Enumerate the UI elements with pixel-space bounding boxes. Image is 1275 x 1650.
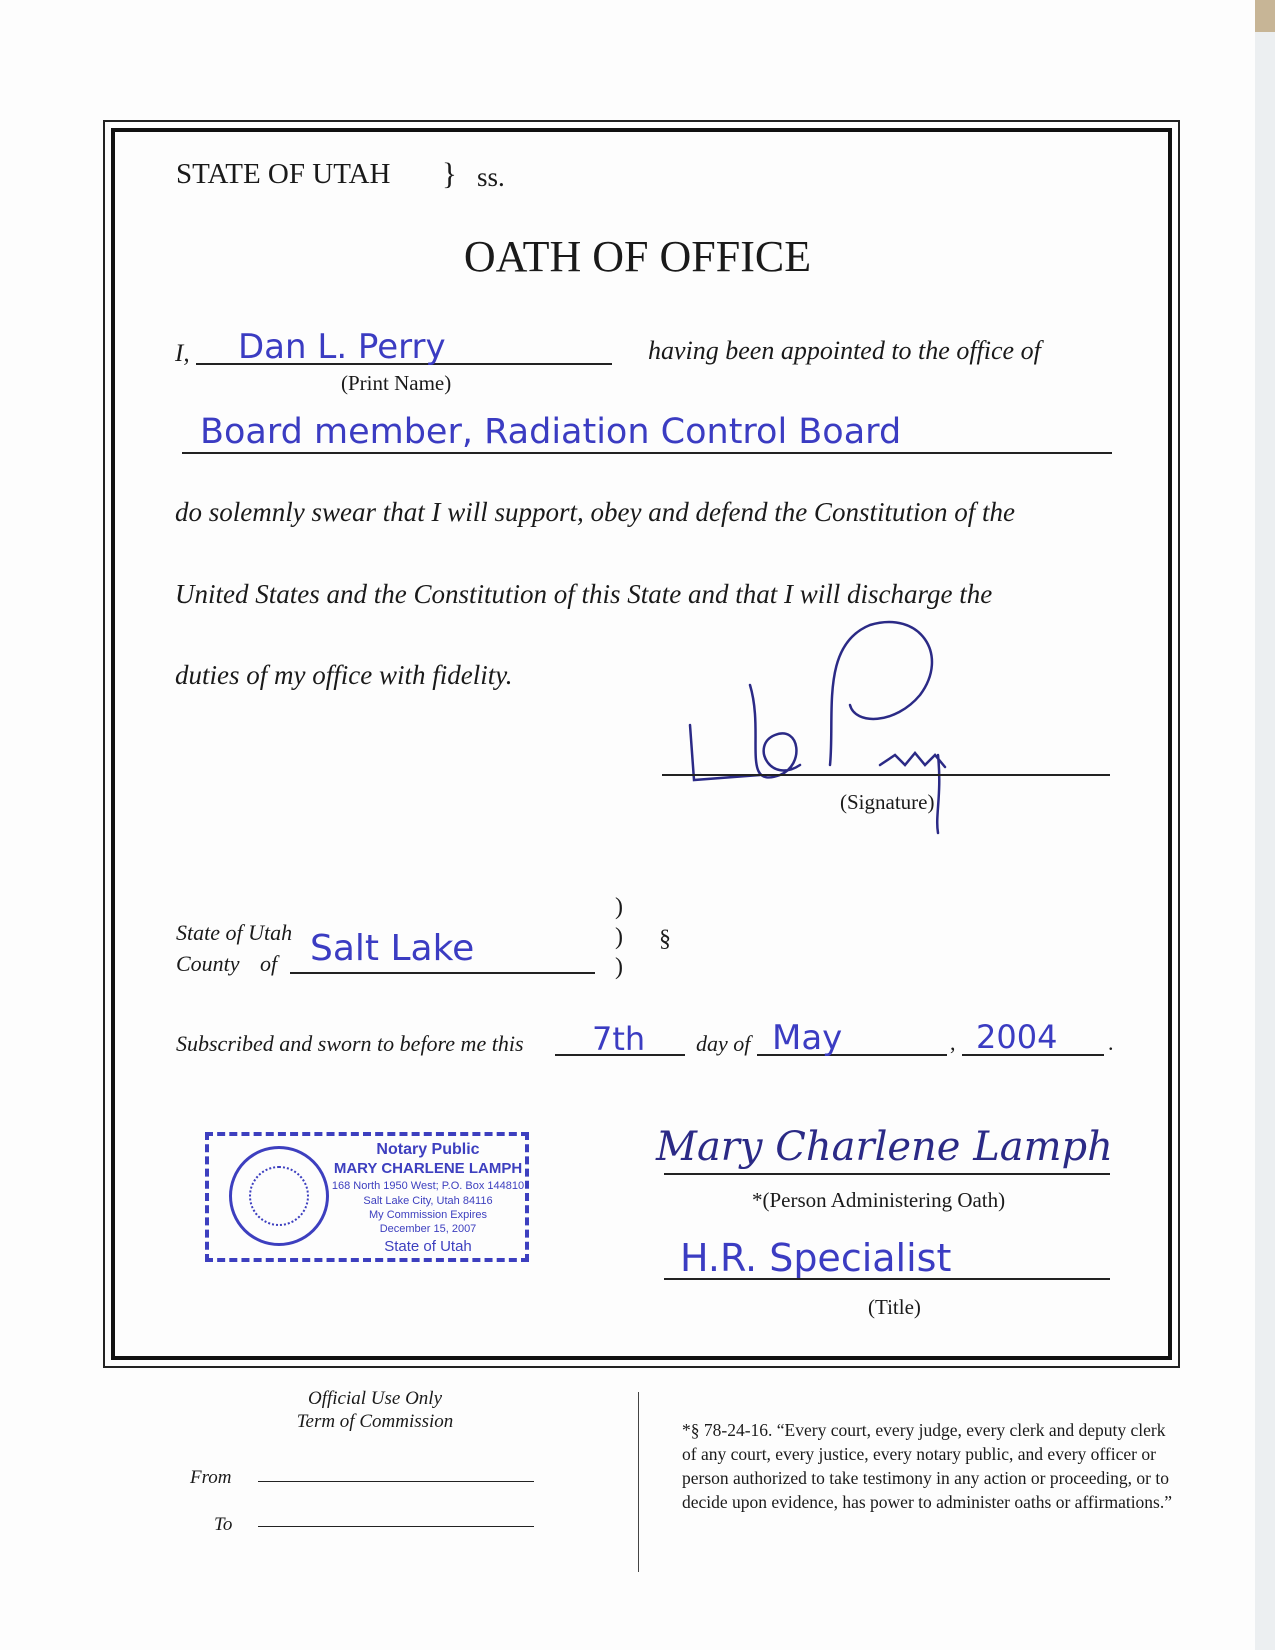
year-value: 2004 — [976, 1018, 1058, 1056]
to-label: To — [214, 1514, 233, 1535]
paren-3: ) — [615, 954, 623, 980]
appointed-text: having been appointed to the office of — [648, 336, 1041, 365]
day-of-label: day of — [696, 1031, 751, 1056]
to-line — [258, 1526, 534, 1527]
notary-seal-inner — [249, 1166, 309, 1226]
print-name-label: (Print Name) — [341, 371, 452, 395]
stamp-line4: Salt Lake City, Utah 84116 — [363, 1195, 493, 1207]
oath-text-line3: duties of my office with fidelity. — [175, 660, 513, 690]
office-line — [182, 452, 1112, 454]
administrator-title-value: H.R. Specialist — [680, 1236, 952, 1280]
venue-county-label: County — [176, 951, 240, 976]
county-value: Salt Lake — [310, 928, 475, 969]
oath-text-line2: United States and the Constitution of this State and that I will discharge the — [175, 579, 993, 609]
signature-line — [662, 774, 1110, 776]
stamp-line3: 168 North 1950 West; P.O. Box 144810 — [331, 1180, 525, 1192]
official-use-heading: Official Use Only — [307, 1388, 443, 1409]
statute-text: *§ 78-24-16. “Every court, every judge, every clerk and deputy clerk of any court, every justice, every notary public, and every officer or person authorized to take testimony in any action or proceeding, or to decide upon evidence, has power to administer oaths or affirmations.” — [682, 1420, 1173, 1512]
stamp-line7: State of Utah — [384, 1238, 472, 1255]
day-value: 7th — [592, 1020, 646, 1058]
paren-1: ) — [615, 894, 623, 920]
county-line — [290, 972, 595, 974]
title-line — [664, 1278, 1110, 1280]
notary-stamp — [205, 1132, 529, 1262]
venue-state-label: State of Utah — [176, 920, 293, 945]
page-title: OATH OF OFFICE — [463, 232, 812, 281]
venue-of-label: of — [260, 951, 278, 976]
title-label: (Title) — [868, 1295, 921, 1319]
footer-divider — [638, 1392, 639, 1572]
stamp-line2: MARY CHARLENE LAMPH — [333, 1160, 523, 1177]
office-value: Board member, Radiation Control Board — [200, 412, 902, 452]
term-of-commission-heading: Term of Commission — [296, 1411, 454, 1432]
paren-2: ) — [615, 924, 623, 950]
print-name-value: Dan L. Perry — [238, 327, 446, 367]
section-symbol: § — [659, 926, 671, 952]
stamp-line1: Notary Public — [376, 1141, 480, 1158]
signature-label: (Signature) — [840, 790, 935, 814]
period: . — [1108, 1030, 1114, 1055]
ss-abbrev: ss. — [477, 162, 505, 192]
state-heading: STATE OF UTAH — [176, 158, 391, 190]
scan-edge-tab — [1255, 0, 1275, 32]
administrator-signature-value: Mary Charlene Lamph — [656, 1124, 1113, 1170]
stamp-line6: December 15, 2007 — [379, 1223, 477, 1235]
administrator-label: *(Person Administering Oath) — [752, 1188, 1006, 1212]
month-value: May — [772, 1018, 843, 1058]
stamp-line5: My Commission Expires — [369, 1209, 487, 1221]
from-label: From — [190, 1467, 232, 1488]
sworn-prefix: Subscribed and sworn to before me this — [176, 1031, 524, 1056]
from-line — [258, 1481, 534, 1482]
brace: } — [442, 156, 457, 191]
comma: , — [950, 1030, 956, 1055]
i-prefix: I, — [175, 340, 190, 367]
administrator-line — [664, 1173, 1110, 1175]
oath-text-line1: do solemnly swear that I will support, obey and defend the Constitution of the — [175, 497, 1015, 527]
